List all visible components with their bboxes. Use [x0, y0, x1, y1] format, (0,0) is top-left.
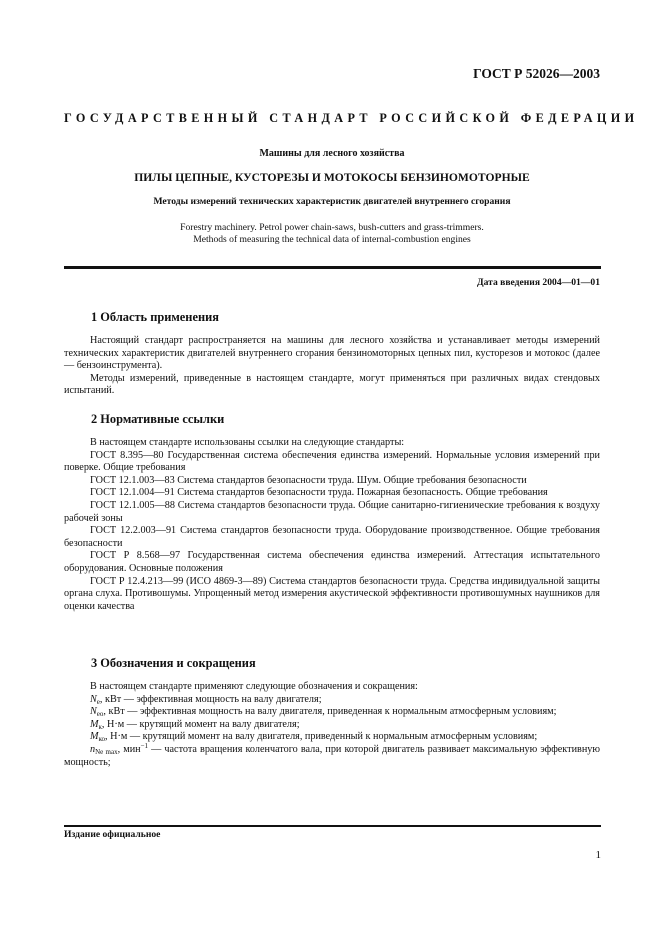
- introduction-date: Дата введения 2004—01—01: [477, 277, 600, 288]
- symbol-subscript: e: [96, 697, 100, 706]
- definition-text: — частота вращения коленчатого вала, при которой двигатель развивает максимальную эффективную мощность;: [64, 743, 600, 768]
- definition-text: , Н·м — крутящий момент на валу двигателя;: [101, 718, 300, 730]
- symbol-superscript: −1: [140, 741, 149, 750]
- section-3-body: [64, 681, 600, 769]
- paragraph: В настоящем стандарте применяют следующие обозначения и сокращения:: [90, 681, 418, 692]
- header-divider: [64, 266, 601, 269]
- section-2-body: [64, 437, 600, 613]
- state-standard-heading: ГОСУДАРСТВЕННЫЙ СТАНДАРТ РОССИЙСКОЙ ФЕДЕРАЦИИ: [64, 111, 639, 125]
- section-1-body: [64, 335, 600, 398]
- symbol: N: [90, 706, 97, 718]
- paragraph: Настоящий стандарт распространяется на машины для лесного хозяйства и устанавливает методы измерений технических характеристик двигателей внутреннего сгорания бензиномоторных цепных пил, кусторезов и мотокос (далее — бензоинструмента).: [64, 335, 600, 372]
- symbol-subscript: eo: [96, 710, 104, 719]
- section-1-title: 1 Область применения: [91, 310, 219, 324]
- reference-item: ГОСТ 12.1.003—83 Система стандартов безопасности труда. Шум. Общие требования безопасности: [90, 474, 527, 486]
- symbol: M: [90, 731, 99, 743]
- paragraph: В настоящем стандарте использованы ссылки на следующие стандарты:: [90, 437, 405, 448]
- definition-text: , кВт — эффективная мощность на валу двигателя;: [99, 693, 322, 705]
- subject-line: Машины для лесного хозяйства: [259, 148, 405, 159]
- english-title-line-2: Methods of measuring the technical data of internal-combustion engines: [193, 234, 471, 245]
- reference-item: ГОСТ 12.1.005—88 Система стандартов безопасности труда. Общие санитарно-гигиенические требования к воздуху рабочей зоны: [64, 499, 600, 524]
- reference-item: ГОСТ Р 8.568—97 Государственная система обеспечения единства измерений. Аттестация испытательного оборудования. Основные положения: [64, 550, 600, 574]
- english-title-line-1: Forestry machinery. Petrol power chain-saws, bush-cutters and grass-trimmers.: [180, 222, 484, 233]
- reference-item: ГОСТ 8.395—80 Государственная система обеспечения единства измерений. Нормальные условия измерений при поверке. Общие требования: [64, 449, 600, 474]
- symbol-definition: [64, 694, 600, 707]
- footer-divider: [64, 825, 601, 827]
- reference-item: ГОСТ Р 12.4.213—99 (ИСО 4869-3—89) Система стандартов безопасности труда. Средства индивидуальной защиты органа слуха. Противошумы. Упрощенный метод измерения акустической эффективности противошумных наушников для оценки качества: [64, 575, 600, 612]
- edition-label: Издание официальное: [64, 829, 161, 840]
- section-3-title: 3 Обозначения и сокращения: [91, 656, 256, 670]
- symbol-definition: [64, 719, 600, 732]
- symbol-definition: [64, 706, 600, 719]
- symbol-subscript: к: [98, 722, 102, 731]
- symbol-subscript: ко: [98, 735, 106, 744]
- document-title: ПИЛЫ ЦЕПНЫЕ, КУСТОРЕЗЫ И МОТОКОСЫ БЕНЗИНОМОТОРНЫЕ: [134, 171, 530, 184]
- method-title: Методы измерений технических характеристик двигателей внутреннего сгорания: [153, 196, 511, 207]
- definition-text: , кВт — эффективная мощность на валу двигателя, приведенная к нормальным атмосферным условиям;: [103, 706, 557, 718]
- symbol-definition: [64, 741, 600, 769]
- page-number: 1: [595, 849, 601, 861]
- document-code: ГОСТ Р 52026—2003: [473, 66, 600, 81]
- section-2-title: 2 Нормативные ссылки: [91, 412, 225, 426]
- symbol-subscript: Ne max: [95, 747, 118, 756]
- definition-text: , Н·м — крутящий момент на валу двигателя, приведенный к нормальным атмосферным условиям;: [105, 731, 538, 743]
- symbol: n: [90, 743, 96, 755]
- symbol: N: [90, 693, 97, 705]
- definition-text: , мин: [117, 743, 141, 755]
- reference-item: ГОСТ 12.1.004—91 Система стандартов безопасности труда. Пожарная безопасность. Общие требования: [90, 487, 548, 499]
- reference-item: ГОСТ 12.2.003—91 Система стандартов безопасности труда. Оборудование производственное. Общие требования безопасности: [64, 525, 600, 549]
- paragraph: Методы измерений, приведенные в настоящем стандарте, могут применяться при различных видах стендовых испытаний.: [64, 372, 600, 397]
- symbol: M: [90, 718, 99, 730]
